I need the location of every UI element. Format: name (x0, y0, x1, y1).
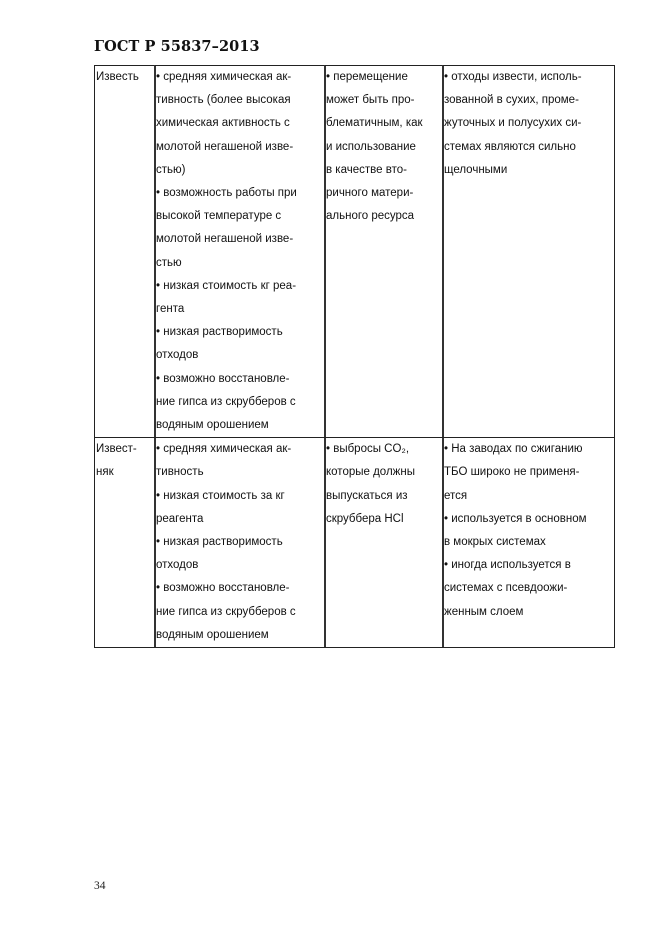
text-line: • средняя химическая ак- (156, 71, 292, 83)
text-line: • низкая стоимость за кг (156, 489, 285, 502)
text-line: выпускаться из (326, 489, 408, 502)
text-line: молотой негашеной изве- (156, 140, 294, 153)
text-line: • используется в основном (444, 512, 587, 525)
notes-cell (443, 66, 615, 438)
text-line: • низкая растворимость (156, 536, 283, 549)
text-line: • перемещение (326, 71, 408, 83)
text-line: тивность (156, 466, 204, 479)
text-line: которые должны (326, 466, 415, 479)
reagent-name: Извест- (96, 443, 137, 456)
text-line: ние гипса из скрубберов с (156, 395, 296, 408)
text-line: гента (156, 303, 185, 316)
text-line: • иногда используется в (444, 559, 571, 572)
text-line: • возможно восстановле- (156, 372, 290, 385)
text-line: в мокрых системах (444, 536, 546, 549)
text-line: стемах являются сильно (444, 140, 576, 153)
page-number: 34 (94, 880, 106, 892)
text-line: водяным орошением (156, 419, 269, 432)
text-line: ричного матери- (326, 187, 414, 200)
text-line: отходов (156, 559, 199, 572)
text-line: водяным орошением (156, 628, 269, 641)
text-line: молотой негашеной изве- (156, 233, 294, 246)
text-line: • возможно восстановле- (156, 582, 290, 595)
text-line: системах с псевдоожи- (444, 582, 568, 595)
reagent-name-cell (95, 66, 155, 438)
text-line: ние гипса из скрубберов с (156, 605, 296, 618)
text-line: жуточных и полусухих си- (444, 117, 582, 130)
text-line: • На заводах по сжиганию (444, 443, 583, 456)
text-line: и использование (326, 140, 416, 153)
text-line: • средняя химическая ак- (156, 443, 292, 456)
text-line: стью (156, 256, 182, 269)
advantages-cell (155, 438, 325, 648)
text-line: химическая активность с (156, 117, 290, 130)
text-line: • низкая стоимость кг реа- (156, 279, 297, 292)
text-line: зованной в сухих, проме- (444, 94, 579, 107)
text-line: • отходы извести, исполь- (444, 71, 582, 83)
disadvantages-cell (325, 66, 443, 438)
disadvantages-cell (325, 438, 443, 648)
reagent-name: Известь (96, 71, 139, 83)
text-line: ТБО широко не применя- (444, 466, 580, 479)
notes-cell (443, 438, 615, 648)
text-line: в качестве вто- (326, 163, 407, 176)
text-line: может быть про- (326, 94, 415, 107)
text-line: ется (444, 489, 468, 502)
text-line: реагента (156, 512, 204, 525)
text-line: щелочными (444, 163, 508, 176)
advantages-cell (155, 66, 325, 438)
text-line: высокой температуре с (156, 210, 282, 223)
text-line: женным слоем (444, 605, 524, 618)
text-line: • возможность работы при (156, 187, 297, 200)
text-line: отходов (156, 349, 199, 362)
text-line: • выбросы CO₂, (326, 443, 410, 456)
text-line: • низкая растворимость (156, 326, 283, 339)
reagent-comparison-table (94, 65, 615, 648)
table-row-lime (95, 66, 615, 438)
text-line: скруббера HCl (326, 512, 404, 525)
text-line: блематичным, как (326, 117, 423, 130)
text-line: стью) (156, 163, 186, 176)
text-line: тивность (более высокая (156, 94, 291, 107)
table-row-limestone (95, 438, 615, 648)
reagent-name-cell (95, 438, 155, 648)
text-line: ального ресурса (326, 210, 415, 223)
reagent-name: няк (96, 466, 114, 479)
document-header: ГОСТ Р 55837–2013 (94, 38, 260, 55)
